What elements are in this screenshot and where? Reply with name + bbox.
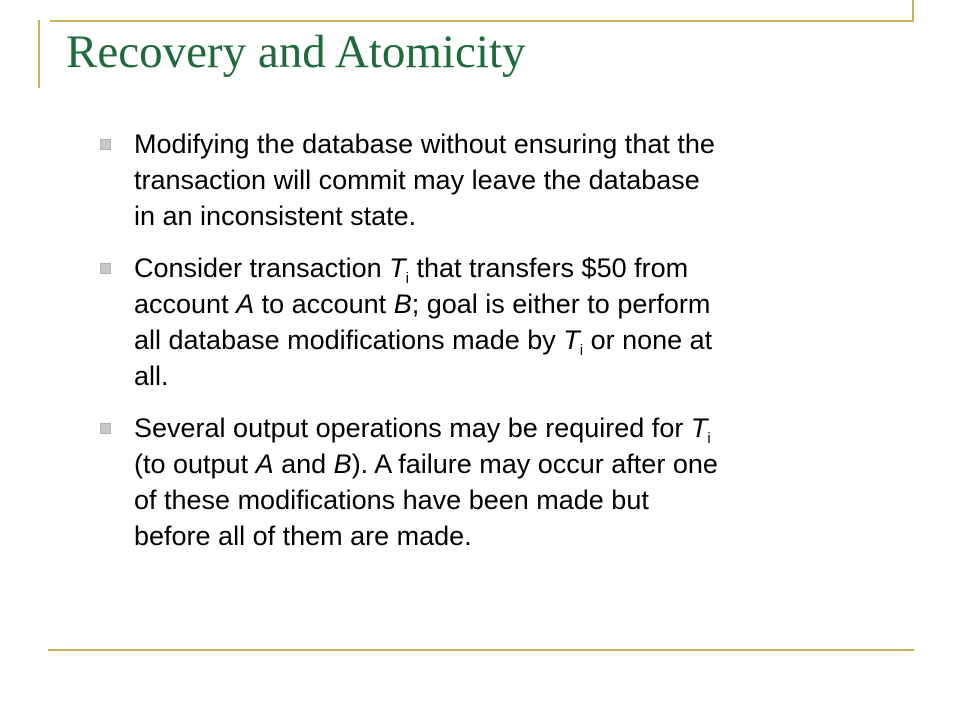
bullet-item — [100, 126, 900, 234]
variable-t: T — [690, 413, 708, 443]
subscript-i: i — [579, 342, 584, 359]
bullet-line: Several output operations may be required for $T_i$ — [134, 413, 711, 447]
bullet-list — [100, 126, 900, 570]
bullet-line: account A to account B; goal is either to perform — [134, 289, 711, 319]
bottom-rule — [48, 649, 914, 651]
variable-a: A — [255, 449, 274, 479]
subscript-i: i — [707, 430, 711, 447]
variable-b: B — [393, 289, 412, 319]
bullet-line: (to output A and B). A failure may occur after one — [134, 449, 718, 479]
bullet-line: before all of them are made. — [134, 521, 472, 551]
bullet-line: transaction will commit may leave the database — [134, 165, 700, 195]
subscript-i: i — [405, 270, 409, 287]
bullet-line: of these modifications have been made but — [134, 485, 649, 515]
square-bullet-icon — [100, 423, 111, 434]
slide-title: Recovery and Atomicity — [66, 26, 526, 78]
right-vertical-rule — [912, 0, 914, 22]
bullet-line: all. — [134, 361, 169, 391]
variable-t: T — [389, 253, 406, 283]
bullet-line: all database modifications made by $T_i$ or none at — [134, 325, 713, 359]
variable-t: T — [563, 325, 580, 355]
square-bullet-icon — [100, 139, 111, 150]
bullet-line: Modifying the database without ensuring that the — [134, 129, 715, 159]
bullet-item — [100, 410, 900, 554]
bullet-line: in an inconsistent state. — [134, 201, 417, 231]
square-bullet-icon — [100, 263, 111, 274]
bullet-line: Consider transaction $T_i$ that transfers $50 from — [134, 253, 689, 287]
bullet-item — [100, 250, 900, 394]
left-vertical-rule — [38, 20, 40, 88]
variable-a: A — [236, 289, 255, 319]
variable-b: B — [333, 449, 352, 479]
